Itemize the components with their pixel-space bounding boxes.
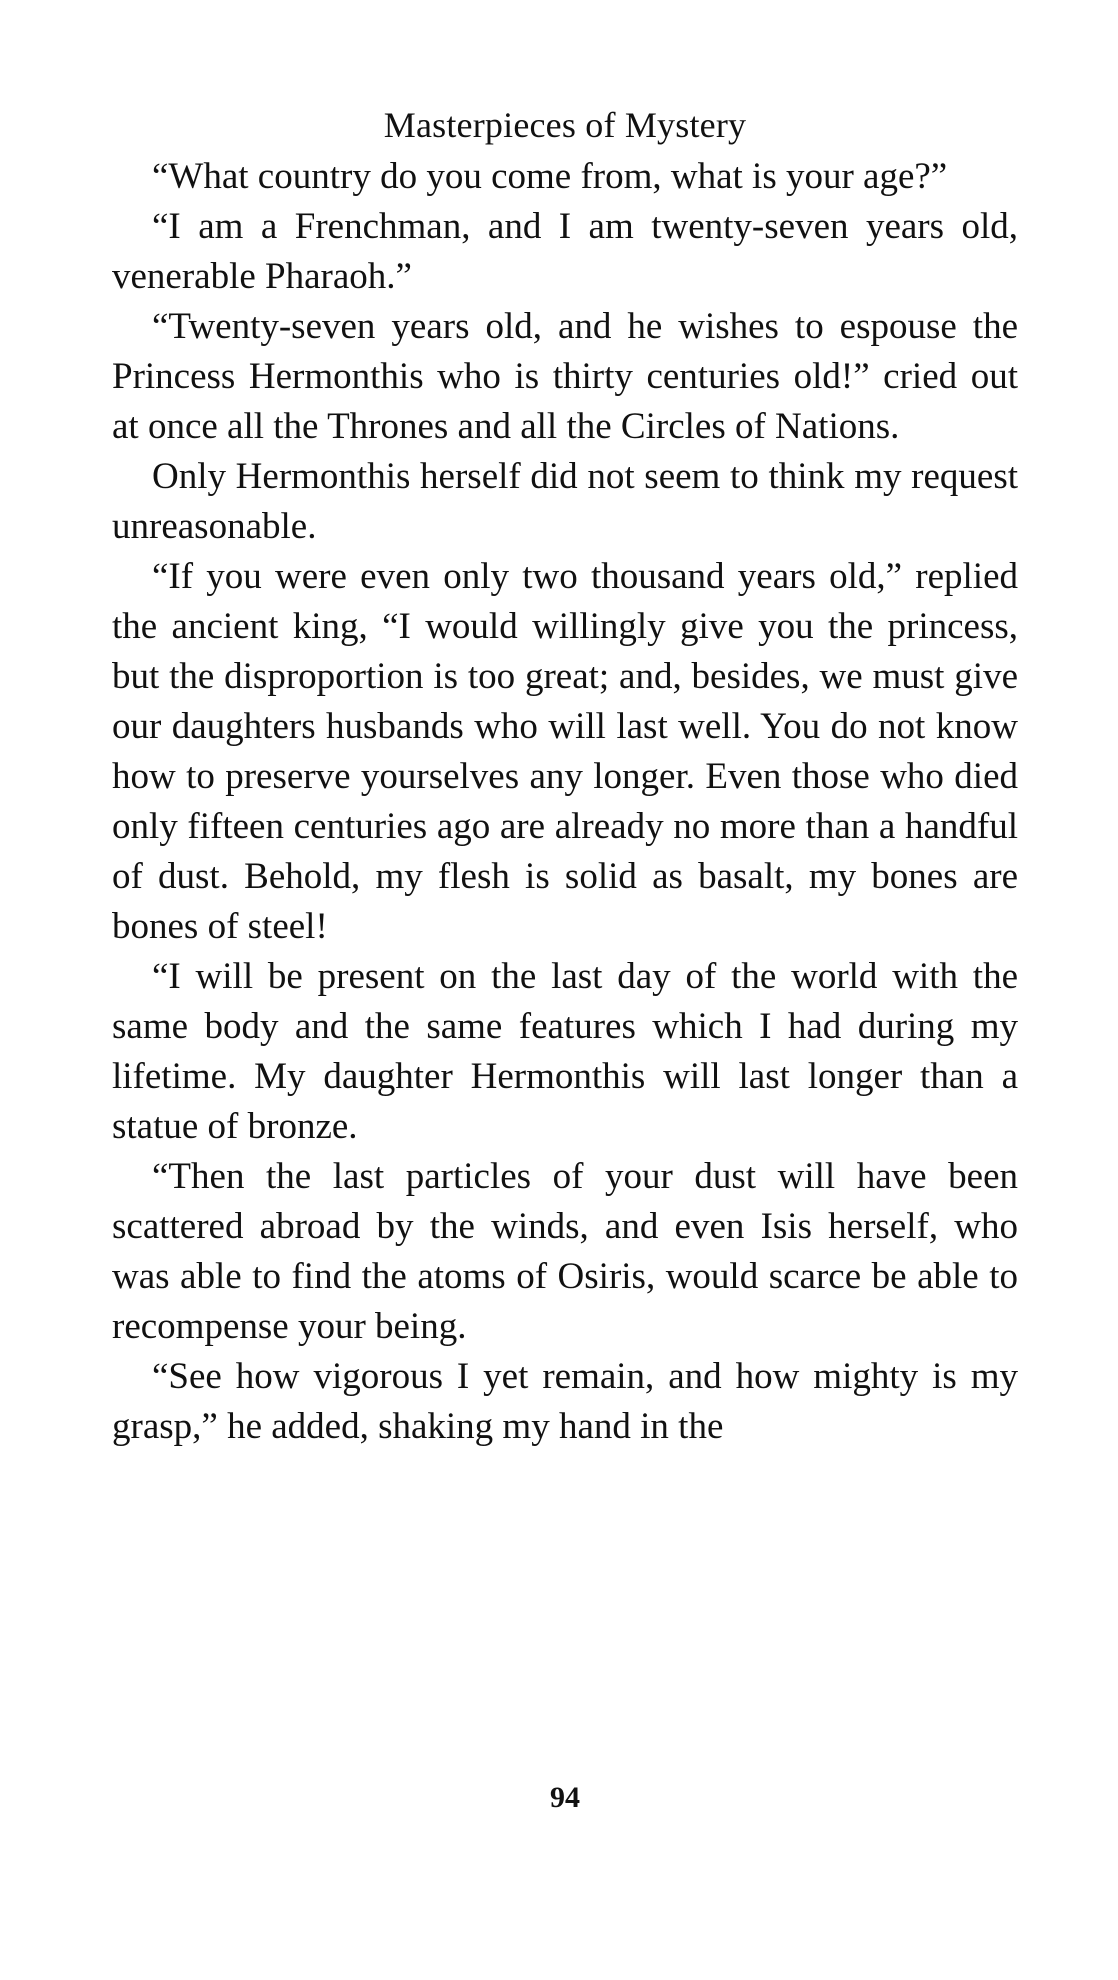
paragraph: Only Hermonthis herself did not seem to think my request unreasonable. (112, 456, 1018, 547)
body-text (112, 152, 1018, 1452)
book-page (112, 100, 1018, 1814)
paragraph: “I am a Frenchman, and I am twenty-seven years old, venerable Pharaoh.” (112, 206, 1018, 297)
page-number: 94 (550, 1781, 580, 1814)
paragraph: “If you were even only two thousand years old,” replied the ancient king, “I would willingly give you the princess, but the disproportion is too great; and, besides, we must give our daughters husbands who will last well. You do not know how to preserve yourselves any longer. Even those who died only fifteen centuries ago are already no more than a handful of dust. Behold, my flesh is solid as basalt, my bones are bones of steel! (112, 556, 1018, 947)
paragraph: “Twenty-seven years old, and he wishes to espouse the Princess Hermonthis who is thirty centuries old!” cried out at once all the Thrones and all the Circles of Nations. (112, 306, 1018, 447)
paragraph: “See how vigorous I yet remain, and how mighty is my grasp,” he added, shaking my hand in the (112, 1356, 1018, 1447)
paragraph: “Then the last particles of your dust will have been scattered abroad by the winds, and even Isis herself, who was able to find the atoms of Osiris, would scarce be able to recompense your being. (112, 1156, 1018, 1347)
paragraph: “What country do you come from, what is your age?” (152, 156, 948, 197)
running-title: Masterpieces of Mystery (383, 105, 747, 145)
paragraph: “I will be present on the last day of the world with the same body and the same features which I had during my lifetime. My daughter Hermonthis will last longer than a statue of bronze. (112, 956, 1018, 1147)
